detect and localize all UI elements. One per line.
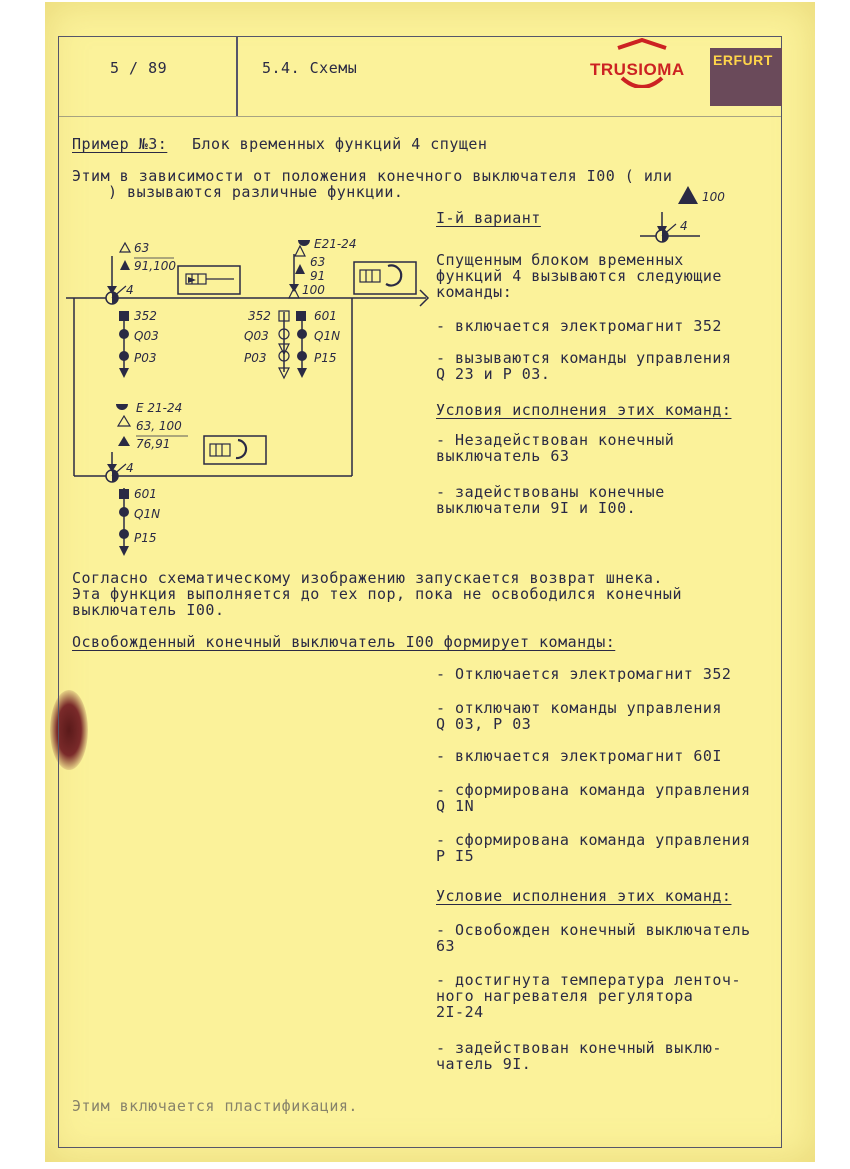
erfurt-logo — [710, 48, 782, 106]
released-item-4b: Q 1N — [436, 797, 475, 815]
cond2-item-3a: - задействован конечный выклю- — [436, 1039, 722, 1057]
variant-item-1: - включается электромагнит 352 — [436, 317, 722, 335]
label-p03-b: P03 — [244, 351, 267, 365]
trusioma-logo — [590, 60, 685, 80]
variant-item-2b: Q 23 и P 03. — [436, 365, 551, 383]
label-601-b: 601 — [134, 487, 157, 501]
label-q1n-b: Q1N — [134, 507, 161, 521]
trusioma-wordmark: TRUSIOMA — [590, 60, 685, 79]
example-title: Пример №3: — [72, 135, 168, 153]
variant-desc-3: команды: — [436, 283, 513, 301]
intro-line-2: ) вызываются различные функции. — [108, 183, 404, 201]
body-p1-line1: Согласно схематическому изображению запускается возврат шнека. — [72, 569, 663, 587]
page-number: 5 / 89 — [110, 59, 168, 77]
variant-desc-1: Спущенным блоком временных — [436, 251, 684, 269]
cond2-item-1b: 63 — [436, 937, 456, 955]
erfurt-wordmark: ERFURT — [713, 52, 773, 68]
variant-cond-2b: выключатели 9I и I00. — [436, 499, 637, 517]
label-p15: P15 — [314, 351, 337, 365]
label-q03-b: Q03 — [244, 329, 269, 343]
limit-switch-legend-icon — [640, 180, 760, 250]
label-91: 91 — [310, 269, 326, 283]
variant-cond-2a: - задействованы конечные — [436, 483, 665, 501]
label-node-4-top: 4 — [126, 283, 134, 297]
released-item-4a: - сформирована команда управления — [436, 781, 751, 799]
label-601: 601 — [314, 309, 337, 323]
cond2-item-2c: 2I-24 — [436, 1003, 484, 1021]
label-63: 63 — [134, 241, 150, 255]
cond2-item-1a: - Освобожден конечный выключатель — [436, 921, 751, 939]
variant-cond-1a: - Незадействован конечный — [436, 431, 675, 449]
variant-cond-1b: выключатель 63 — [436, 447, 570, 465]
label-e21-24-b: E 21-24 — [136, 401, 183, 415]
cond2-title: Условие исполнения этих команд: — [436, 887, 732, 905]
header-bottom-line — [58, 116, 782, 117]
body-p1-line2: Эта функция выполняется до тех пор, пока не освободился конечный — [72, 585, 682, 603]
variant-title: I-й вариант — [436, 209, 541, 227]
label-100: 100 — [302, 283, 325, 297]
legend-label: 100 — [702, 190, 725, 204]
released-item-1: - Отключается электромагнит 352 — [436, 665, 732, 683]
section-title: 5.4. Схемы — [262, 59, 358, 77]
variant-cond-title: Условия исполнения этих команд: — [436, 401, 732, 419]
footer-text: Этим включается пластификация. — [72, 1097, 358, 1115]
label-63-100: 63, 100 — [136, 419, 182, 433]
body-p1-line3: выключатель I00. — [72, 601, 225, 619]
cond2-item-2b: ного нагревателя регулятора — [436, 987, 694, 1005]
released-item-5a: - сформирована команда управления — [436, 831, 751, 849]
label-e21-24: E21-24 — [314, 237, 357, 251]
released-item-2b: Q 03, P 03 — [436, 715, 532, 733]
label-p15-b: P15 — [134, 531, 157, 545]
label-352: 352 — [134, 309, 157, 323]
flow-diagram — [62, 232, 432, 572]
label-q1n: Q1N — [314, 329, 341, 343]
label-63-b: 63 — [310, 255, 326, 269]
released-title: Освобожденный конечный выключатель I00 формирует команды: — [72, 633, 616, 651]
label-76-91: 76,91 — [136, 437, 171, 451]
cond2-item-3b: чатель 9I. — [436, 1055, 532, 1073]
intro-line-1: Этим в зависимости от положения конечного выключателя I00 ( или — [72, 167, 673, 185]
trusioma-emblem-icon — [592, 38, 692, 88]
label-q03: Q03 — [134, 329, 159, 343]
released-item-3: - включается электромагнит 60I — [436, 747, 722, 765]
variant-desc-2: функций 4 вызываются следующие — [436, 267, 722, 285]
variant-item-2a: - вызываются команды управления — [436, 349, 732, 367]
label-node-4-bottom: 4 — [126, 461, 134, 475]
cond2-item-2a: - достигнута температура ленточ- — [436, 971, 741, 989]
released-item-5b: P I5 — [436, 847, 475, 865]
legend-number: 4 — [680, 219, 688, 233]
label-p03: P03 — [134, 351, 157, 365]
released-item-2a: - отключают команды управления — [436, 699, 722, 717]
header-divider — [236, 36, 238, 116]
label-352-b: 352 — [248, 309, 271, 323]
example-subtitle: Блок временных функций 4 спущен — [192, 135, 488, 153]
label-91-100: 91,100 — [134, 259, 176, 273]
